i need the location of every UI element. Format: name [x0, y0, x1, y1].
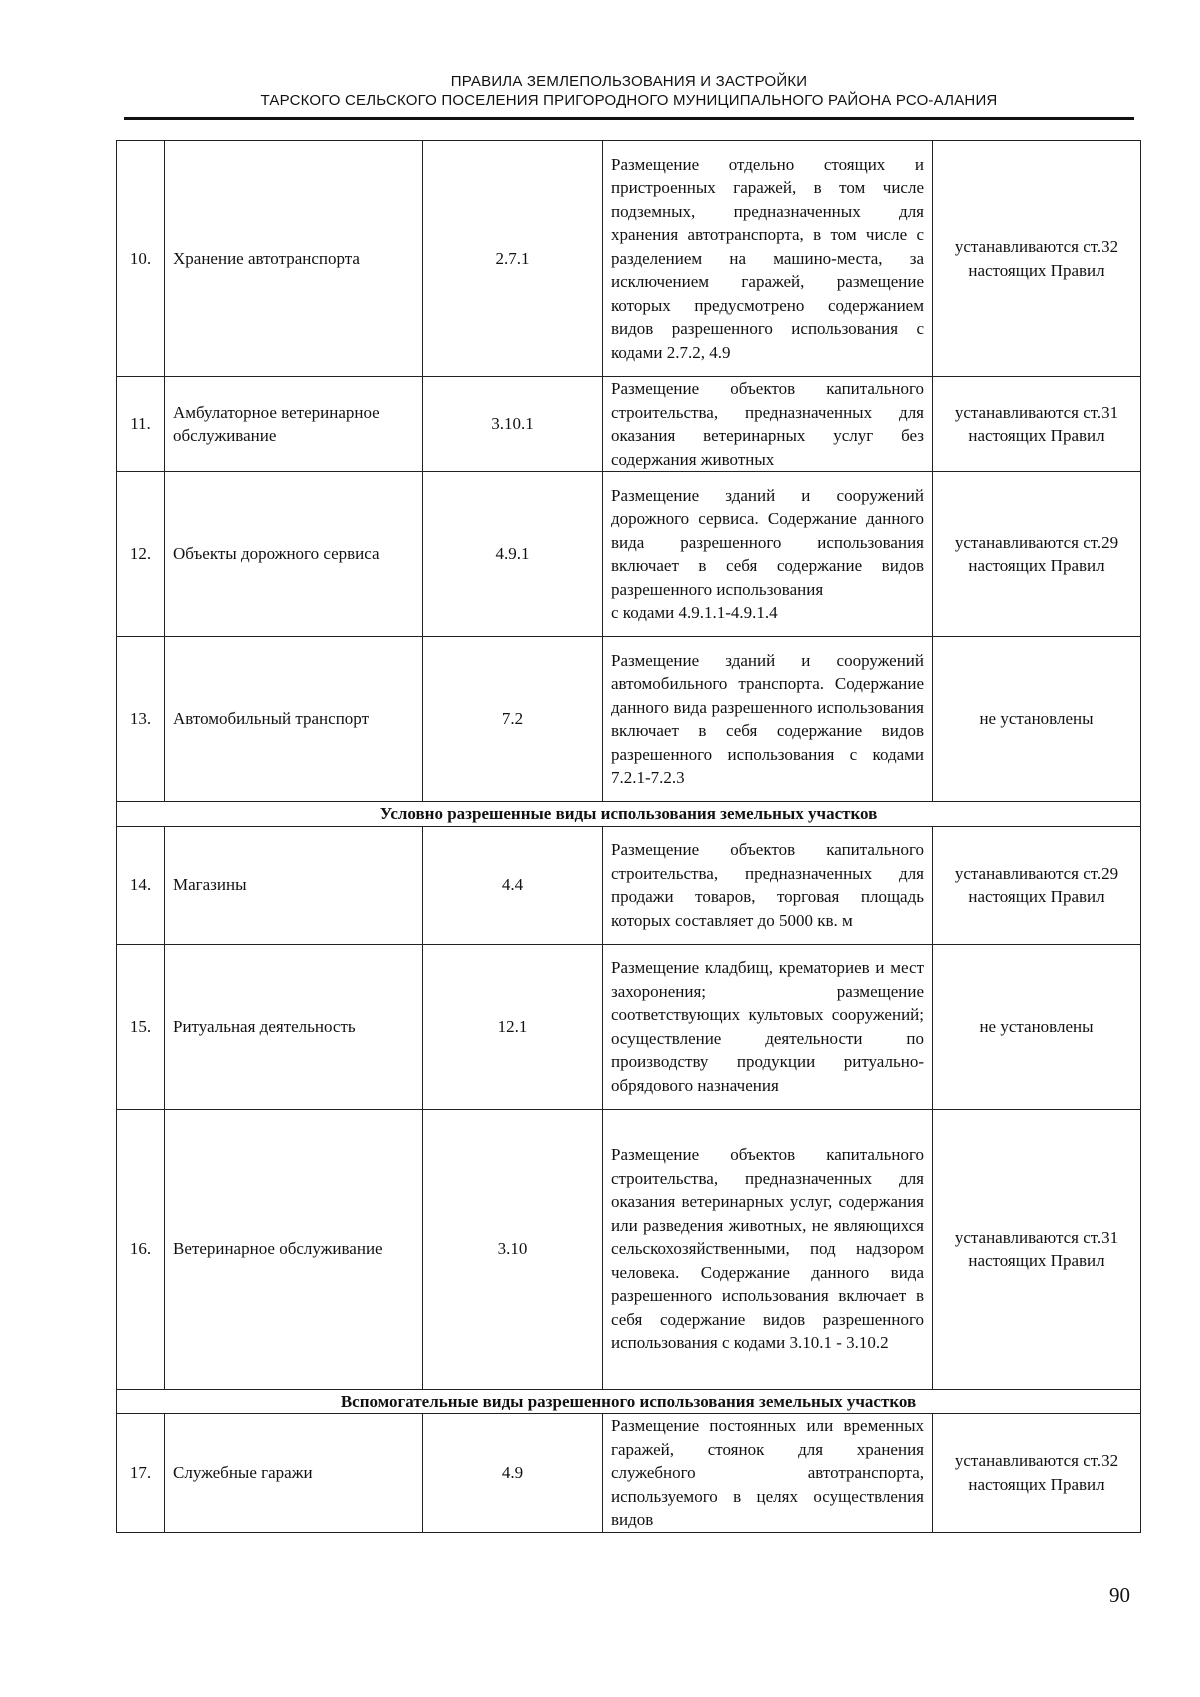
- table-row: [117, 826, 1141, 944]
- row-number: 12.: [117, 472, 165, 637]
- limit-parameters: устанавливаются ст.32 настоящих Правил: [933, 1414, 1141, 1533]
- limit-parameters: не установлены: [933, 944, 1141, 1109]
- header-line-1: ПРАВИЛА ЗЕМЛЕПОЛЬЗОВАНИЯ И ЗАСТРОЙКИ: [450, 73, 808, 90]
- section-row: [117, 802, 1141, 827]
- row-number: 14.: [117, 826, 165, 944]
- use-type-code: 3.10: [423, 1109, 603, 1389]
- row-number: 15.: [117, 944, 165, 1109]
- section-heading-auxiliary: Вспомогательные виды разрешенного использования земельных участков: [117, 1389, 1141, 1414]
- limit-parameters: устанавливаются ст.32 настоящих Правил: [933, 141, 1141, 377]
- table-row: [117, 377, 1141, 472]
- use-type-description: Размещение объектов капитального строительства, предназначенных для оказания ветеринарных услуг, содержания или разведения животных, не являющихся сельскохозяйственными, под надзором человека. Содержание данного вида разрешенного использования включает в себя содержание видов разрешенного использования с кодами 3.10.1 - 3.10.2: [603, 1109, 933, 1389]
- section-row: [117, 1389, 1141, 1414]
- use-type-description: Размещение постоянных или временных гаражей, стоянок для хранения служебного автотранспорта, используемого в целях осуществления видов: [603, 1414, 933, 1533]
- use-type-description: Размещение объектов капитального строительства, предназначенных для оказания ветеринарных услуг без содержания животных: [603, 377, 933, 472]
- header-rule: [124, 117, 1134, 120]
- table-row: [117, 472, 1141, 637]
- section-heading-conditional: Условно разрешенные виды использования земельных участков: [117, 802, 1141, 827]
- table-row: [117, 1109, 1141, 1389]
- use-type-description: Размещение кладбищ, крематориев и мест захоронения; размещение соответствующих культовых сооружений; осуществление деятельности по производству продукции ритуально-обрядового назначения: [603, 944, 933, 1109]
- use-type-code: 4.9.1: [423, 472, 603, 637]
- header-line-2: ТАРСКОГО СЕЛЬСКОГО ПОСЕЛЕНИЯ ПРИГОРОДНОГО МУНИЦИПАЛЬНОГО РАЙОНА РСО-АЛАНИЯ: [260, 92, 998, 109]
- use-type-name: Магазины: [165, 826, 423, 944]
- description-text: Размещение зданий и сооружений дорожного сервиса. Содержание данного вида разрешенного использования включает в себя содержание видов разрешенного использования: [611, 485, 924, 599]
- row-number: 11.: [117, 377, 165, 472]
- use-type-code: 2.7.1: [423, 141, 603, 377]
- use-type-description: Размещение отдельно стоящих и пристроенных гаражей, в том числе подземных, предназначенных для хранения автотранспорта, в том числе с разделением на машино-места, за исключением гаражей, размещение которых предусмотрено содержанием видов разрешенного использования с кодами 2.7.2, 4.9: [603, 141, 933, 377]
- use-type-name: Ветеринарное обслуживание: [165, 1109, 423, 1389]
- row-number: 10.: [117, 141, 165, 377]
- use-type-code: 3.10.1: [423, 377, 603, 472]
- use-type-name: Объекты дорожного сервиса: [165, 472, 423, 637]
- table-row: [117, 637, 1141, 802]
- use-type-name: Служебные гаражи: [165, 1414, 423, 1533]
- use-type-name: Автомобильный транспорт: [165, 637, 423, 802]
- use-type-name: Ритуальная деятельность: [165, 944, 423, 1109]
- limit-parameters: устанавливаются ст.29 настоящих Правил: [933, 826, 1141, 944]
- use-type-code: 4.4: [423, 826, 603, 944]
- use-type-name: Амбулаторное ветеринарное обслуживание: [165, 377, 423, 472]
- row-number: 13.: [117, 637, 165, 802]
- limit-parameters: устанавливаются ст.31 настоящих Правил: [933, 1109, 1141, 1389]
- limit-parameters: устанавливаются ст.31 настоящих Правил: [933, 377, 1141, 472]
- table-row: [117, 1414, 1141, 1533]
- use-type-name: Хранение автотранспорта: [165, 141, 423, 377]
- use-type-code: 4.9: [423, 1414, 603, 1533]
- use-type-description: [603, 472, 933, 637]
- use-type-code: 7.2: [423, 637, 603, 802]
- limit-parameters: устанавливаются ст.29 настоящих Правил: [933, 472, 1141, 637]
- table-row: [117, 944, 1141, 1109]
- use-type-description: Размещение объектов капитального строительства, предназначенных для продажи товаров, торговая площадь которых составляет до 5000 кв. м: [603, 826, 933, 944]
- document-header: [124, 72, 1134, 110]
- row-number: 16.: [117, 1109, 165, 1389]
- table-row: [117, 141, 1141, 377]
- limit-parameters: не установлены: [933, 637, 1141, 802]
- use-type-description: Размещение зданий и сооружений автомобильного транспорта. Содержание данного вида разрешенного использования включает в себя содержание видов разрешенного использования с кодами 7.2.1-7.2.3: [603, 637, 933, 802]
- land-use-table: [116, 140, 1141, 1533]
- description-codes: с кодами 4.9.1.1-4.9.1.4: [611, 603, 778, 622]
- page-number: 90: [1109, 1583, 1130, 1607]
- use-type-code: 12.1: [423, 944, 603, 1109]
- row-number: 17.: [117, 1414, 165, 1533]
